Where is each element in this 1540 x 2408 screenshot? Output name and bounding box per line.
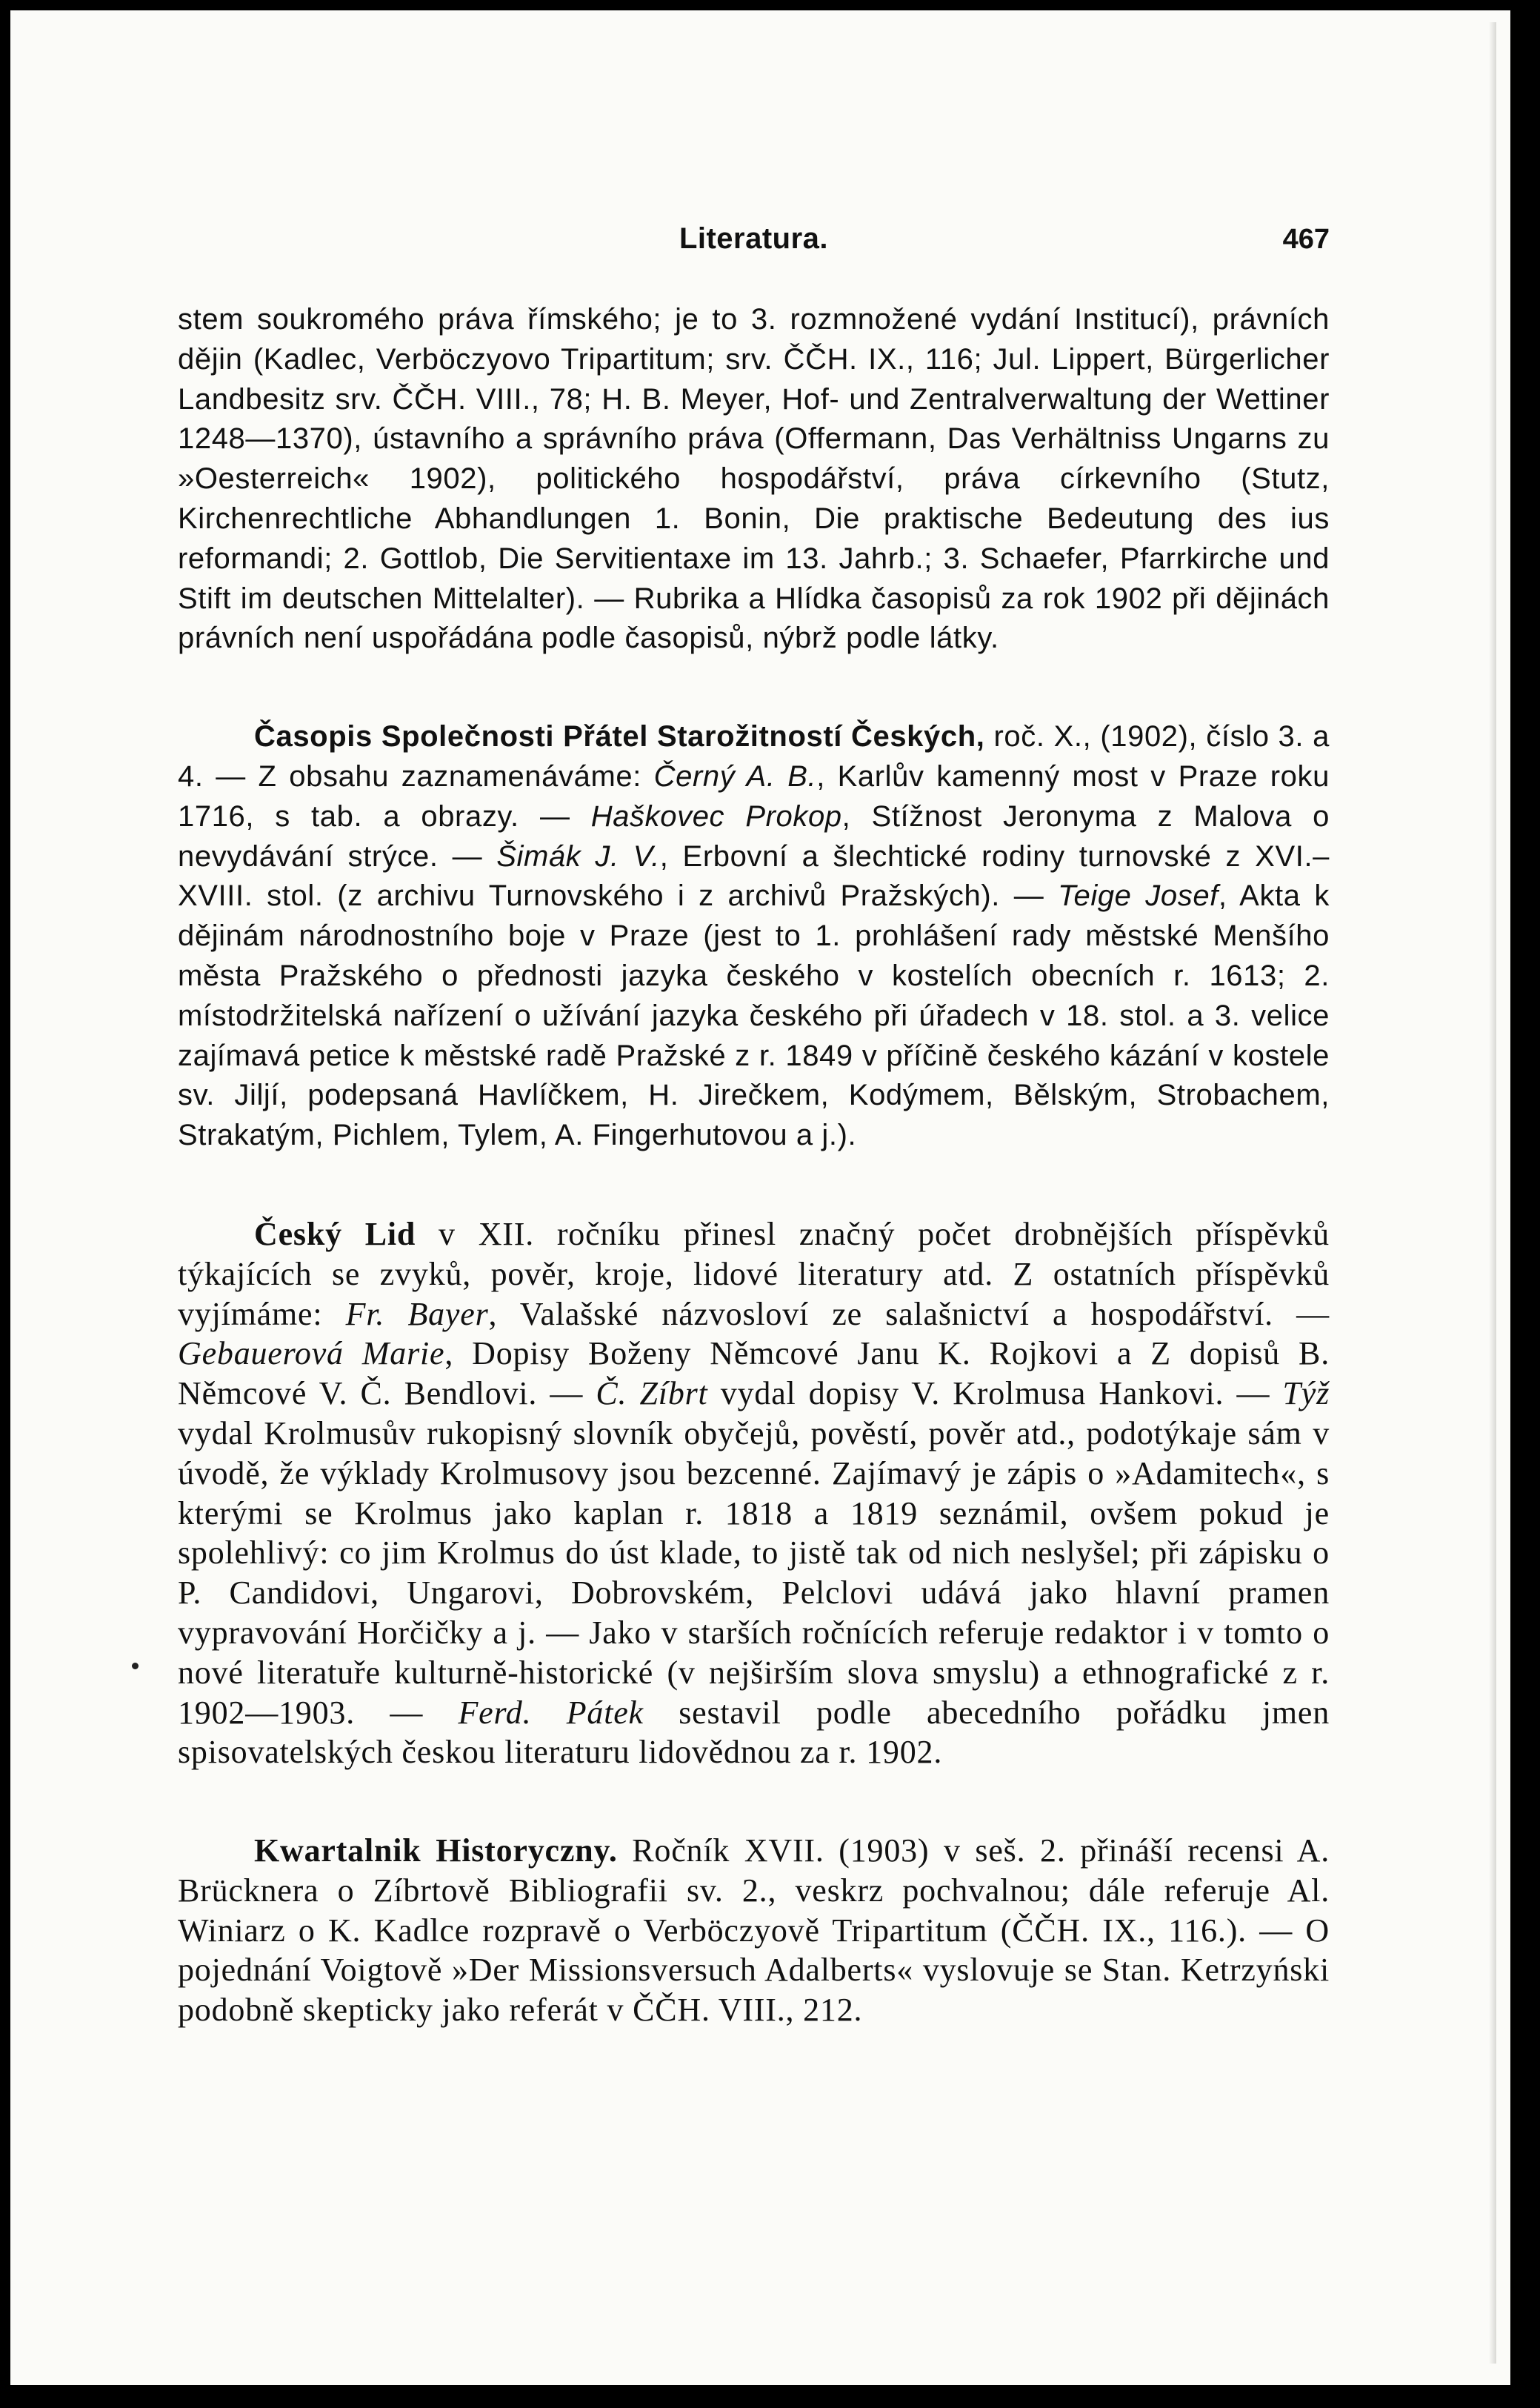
text-run: vydal Krolmusův rukopisný slovník obyčejů, pověstí, pověr atd., podotýkaje sám v úvodě, že výklady Krolmusovy jsou bezcenné. Zajímavý je zápis o »Adamitech«, s kterými se Krolmus jako kaplan r. 1818 a 1819 seznámil, ovšem pokud je spolehlivý: co jim Krolmus do úst klade, to jistě tak od nich neslyšel; při zápisku o P. Candidovi, Ungarovi, Dobrovském, Pelclovi udává jako hlavní pramen vypravování Horčičky a j. — Jako v starších ročnících referuje redaktor i v tomto o nové literatuře kulturně-historické (v nejširším slova smyslu) a ethnografické z r. 1902—1903. — — [178, 1414, 1330, 1731]
text-run: Ročník XVII. (1903) v seš. 2. přináší recensi A. Brücknera o Zíbrtově Bibliografii sv. 2., veskrz pochvalnou; dále referuje Al. Winiarz o K. Kadlce rozpravě o Verböczyově Tripartitum (ČČH. IX., 116.). — O pojednání Voigtově »Der Missionsversuch Adalberts« vyslovuje se Stan. Ketrzyński podobně skepticky jako referát v ČČH. VIII., 212. — [178, 1832, 1330, 2029]
bold-title: Časopis Společnosti Přátel Starožitností Českých, — [254, 720, 985, 754]
author-name: Černý A. B. — [653, 759, 817, 793]
margin-mark — [132, 1663, 139, 1669]
author-name: Týž — [1282, 1375, 1330, 1412]
text-run: vydal dopisy V. Krolmusa Hankovi. — — [707, 1375, 1283, 1412]
author-name: Č. Zíbrt — [596, 1375, 708, 1412]
bold-title: Kwartalnik Historyczny. — [254, 1832, 618, 1869]
paragraph-cesky-lid — [178, 1214, 1330, 1772]
article-text — [178, 300, 1330, 2030]
text-run: , Karlův kamenný most v Praze roku 1716, s tab. a obrazy. — — [178, 759, 1330, 833]
author-name: Haškovec Prokop — [590, 799, 842, 833]
text-run: sestavil podle abecedního pořádku jmen spisovatelských českou literaturu lidovědnou za r. 1902. — [178, 1694, 1330, 1771]
text-run: roč. X., (1902), číslo 3. a 4. — Z obsahu zaznamenáváme: — [178, 720, 1330, 793]
author-name: Fr. Bayer — [345, 1295, 489, 1332]
author-name: Teige Josef — [1058, 879, 1219, 913]
page-number: 467 — [1282, 224, 1330, 255]
author-name: Šimák J. V. — [496, 839, 660, 873]
text-run: , Stížnost Jeronyma z Malova o nevydávání strýce. — — [178, 799, 1330, 873]
paragraph-law-literature — [178, 300, 1330, 659]
text-run: , Erbovní a šlechtické rodiny turnovské z XVI.–XVIII. stol. (z archivu Turnovského i z archivů Pražských). — — [178, 839, 1330, 913]
paragraph-kwartalnik — [178, 1831, 1330, 2030]
author-name: Ferd. Pátek — [458, 1694, 644, 1731]
paragraph-casopis-spolecnosti — [178, 717, 1330, 1156]
text-run: v XII. ročníku přinesl značný počet drobnějších příspěvků týkajících se zvyků, pověr, kroje, lidové literatury atd. Z ostatních příspěvků vyjímáme: — [178, 1215, 1330, 1332]
text-run: , Akta k dějinám národnostního boje v Praze (jest to 1. prohlášení rady městské Menšího města Pražského o přednosti jazyka českého v kostelích obecních r. 1613; 2. místodržitelská nařízení o užívání jazyka českého při úřadech v 18. stol. a 3. velice zajímavá petice k městské radě Pražské z r. 1849 v příčině českého kázání v kostele sv. Jiljí, podepsaná Havlíčkem, H. Jirečkem, Kodýmem, Bělským, Strobachem, Strakatým, Pichlem, Tylem, A. Fingerhutovou a j.). — [178, 879, 1330, 1152]
text-run: stem soukromého práva římského; je to 3. rozmnožené vydání Institucí), právních dějin (Kadlec, Verböczyovo Tripartitum; srv. ČČH. IX., 116; Jul. Lippert, Bürgerlicher Landbesitz srv. ČČH. VIII., 78; H. B. Meyer, Hof- und Zentralverwaltung der Wettiner 1248—1370), ústavního a správního práva (Offermann, Das Verhältniss Ungarns zu »Oesterreich« 1902), politického hospodářství, práva církevního (Stutz, Kirchenrechtliche Abhandlungen 1. Bonin, Die praktische Bedeutung des ius reformandi; 2. Gottlob, Die Servitientaxe im 13. Jahrb.; 3. Schaefer, Pfarrkirche und Stift im deutschen Mittelalter). — Rubrika a Hlídka časopisů za rok 1902 při dějinách právních není uspořádána podle časopisů, nýbrž podle látky. — [178, 303, 1330, 655]
text-run: , Dopisy Boženy Němcové Janu K. Rojkovi a Z dopisů B. Němcové V. Č. Bendlovi. — — [178, 1335, 1330, 1412]
running-title: Literatura. — [679, 222, 829, 255]
text-run: , Valašské názvosloví ze salašnictví a hospodářství. — — [488, 1295, 1330, 1332]
bold-title: Český Lid — [254, 1215, 416, 1252]
author-name: Gebauerová Marie — [178, 1335, 445, 1372]
page-header — [178, 222, 1330, 264]
page-edge-shadow — [1489, 22, 1496, 2364]
